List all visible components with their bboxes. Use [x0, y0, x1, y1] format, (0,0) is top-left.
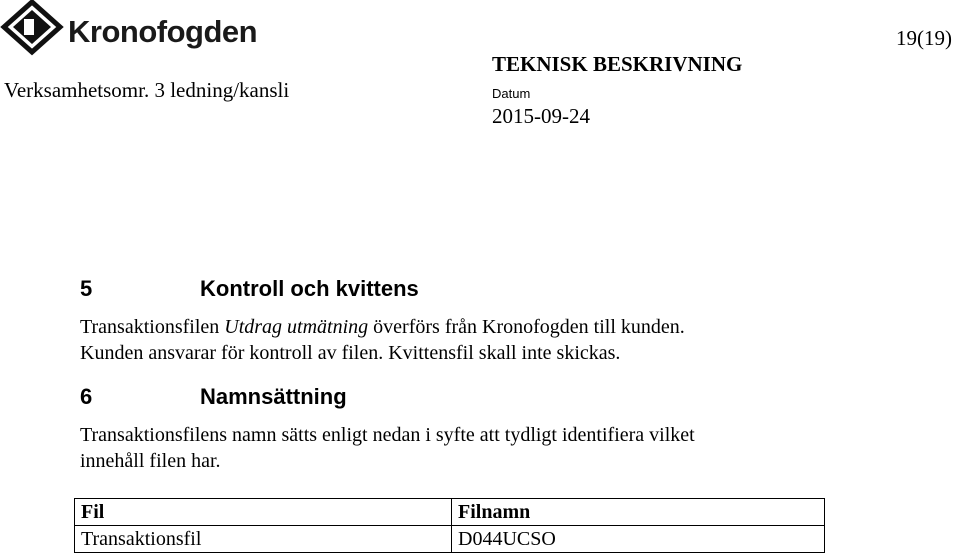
- table-cell: Transaktionsfil: [75, 526, 452, 553]
- file-name-table: [74, 498, 825, 553]
- section-5-body: [80, 314, 685, 366]
- table-header-row: [75, 499, 825, 526]
- department-label: Verksamhetsomr. 3 ledning/kansli: [4, 78, 290, 102]
- section-6-body: [80, 422, 695, 474]
- section-number: 5: [80, 276, 93, 301]
- logo-wordmark: Kronofogden: [68, 14, 258, 49]
- table-row: [75, 526, 825, 553]
- column-header: Filnamn: [452, 499, 825, 526]
- section-number: 6: [80, 384, 93, 409]
- section-title: Namnsättning: [200, 384, 347, 409]
- paragraph-line: Transaktionsfilen Utdrag utmätning överförs från Kronofogden till kunden.: [80, 316, 685, 338]
- diamond-logo-icon: [0, 0, 64, 56]
- document-type: TEKNISK BESKRIVNING: [492, 52, 743, 76]
- page-number: 19(19): [896, 26, 952, 50]
- paragraph-line: Transaktionsfilens namn sätts enligt nedan i syfte att tydligt identifiera vilket: [80, 424, 695, 446]
- section-title: Kontroll och kvittens: [200, 276, 419, 301]
- paragraph-line: innehåll filen har.: [80, 450, 221, 472]
- section-6-heading: [80, 384, 347, 410]
- date-value: 2015-09-24: [492, 104, 590, 128]
- date-label: Datum: [492, 86, 531, 101]
- section-5-heading: [80, 276, 419, 302]
- paragraph-line: Kunden ansvarar för kontroll av filen. Kvittensfil skall inte skickas.: [80, 342, 621, 364]
- emphasized-term: Utdrag utmätning: [224, 316, 369, 338]
- column-header: Fil: [75, 499, 452, 526]
- table-cell: D044UCSO: [452, 526, 825, 553]
